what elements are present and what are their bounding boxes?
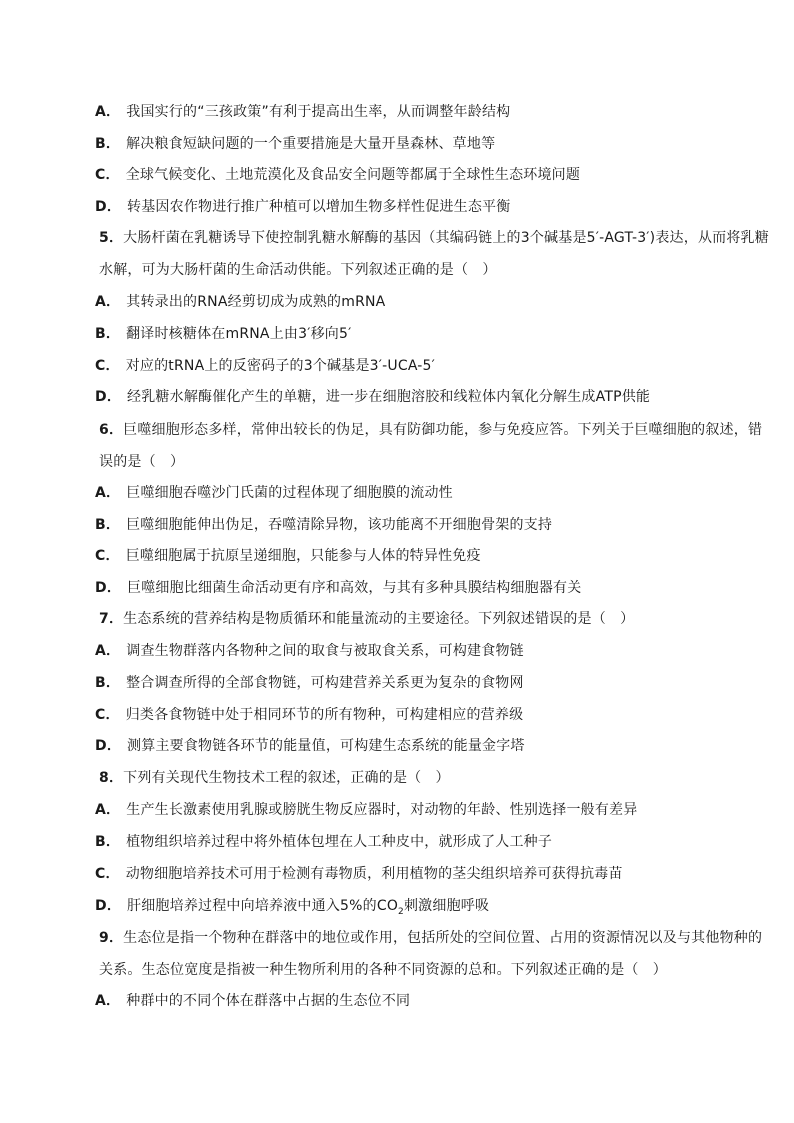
question-number: 7． bbox=[99, 611, 124, 627]
option-label: D． bbox=[95, 898, 122, 914]
option-label: D． bbox=[95, 580, 122, 596]
option-label: C． bbox=[95, 167, 120, 183]
option-text: 经乳糖水解酶催化产生的单糖，进一步在细胞溶胶和线粒体内氧化分解生成ATP供能 bbox=[127, 389, 651, 405]
option-label: C． bbox=[95, 358, 120, 374]
q6-stem-cont bbox=[99, 452, 184, 472]
question-number: 8． bbox=[99, 770, 124, 786]
q8-option-c bbox=[95, 864, 623, 884]
option-text: 转基因农作物进行推广种植可以增加生物多样性促进生态平衡 bbox=[127, 199, 511, 215]
question-text: 大肠杆菌在乳糖诱导下使控制乳糖水解酶的基因（其编码链上的3个碱基是5′-AGT-3′)表达，从而将乳糖 bbox=[123, 230, 769, 246]
option-text: 整合调查所得的全部食物链，可构建营养关系更为复杂的食物网 bbox=[126, 675, 524, 691]
q8-option-b bbox=[95, 832, 552, 852]
option-label: B． bbox=[95, 834, 121, 850]
option-label: B． bbox=[95, 517, 121, 533]
q4-option-b bbox=[95, 134, 495, 154]
question-number: 9． bbox=[99, 930, 124, 946]
q5-stem-cont bbox=[99, 260, 497, 280]
subscript: 2 bbox=[398, 906, 404, 917]
option-label: A． bbox=[95, 294, 121, 310]
option-label: A． bbox=[95, 104, 121, 120]
option-label: A． bbox=[95, 643, 121, 659]
q8-option-d bbox=[95, 896, 489, 916]
option-label: C． bbox=[95, 866, 120, 882]
option-text: 全球气候变化、土地荒漠化及食品安全问题等都属于全球性生态环境问题 bbox=[125, 167, 581, 183]
option-label: A． bbox=[95, 802, 121, 818]
question-text: 下列有关现代生物技术工程的叙述，正确的是（ ） bbox=[123, 770, 450, 786]
option-text: 对应的tRNA上的反密码子的3个碱基是3′-UCA-5′ bbox=[125, 358, 436, 374]
option-text: 测算主要食物链各环节的能量值，可构建生态系统的能量金字塔 bbox=[127, 738, 525, 754]
option-text: 生产生长激素使用乳腺或膀胱生物反应器时，对动物的年龄、性别选择一般有差异 bbox=[126, 802, 638, 818]
q5-stem bbox=[99, 228, 769, 248]
question-text: 误的是（ ） bbox=[99, 454, 185, 470]
q7-option-c bbox=[95, 705, 523, 725]
option-text: 巨噬细胞比细菌生命活动更有序和高效，与其有多种具膜结构细胞器有关 bbox=[127, 580, 582, 596]
question-text: 生态系统的营养结构是物质循环和能量流动的主要途径。下列叙述错误的是（ ） bbox=[123, 611, 635, 627]
q7-stem bbox=[99, 609, 634, 629]
q8-option-a bbox=[95, 800, 637, 820]
q7-option-b bbox=[95, 673, 524, 693]
option-text: 种群中的不同个体在群落中占据的生态位不同 bbox=[126, 993, 411, 1009]
option-label: A． bbox=[95, 485, 121, 501]
option-text: 巨噬细胞吞噬沙门氏菌的过程体现了细胞膜的流动性 bbox=[126, 485, 453, 501]
option-text: 巨噬细胞能伸出伪足，吞噬清除异物，该功能离不开细胞骨架的支持 bbox=[126, 517, 553, 533]
option-label: B． bbox=[95, 136, 121, 152]
option-label: D． bbox=[95, 738, 122, 754]
option-text: 肝细胞培养过程中向培养液中通入5%的CO bbox=[127, 898, 399, 914]
question-number: 6． bbox=[99, 422, 124, 438]
option-text: 我国实行的“三孩政策”有利于提高出生率，从而调整年龄结构 bbox=[126, 104, 511, 120]
q5-option-a bbox=[95, 292, 385, 312]
q6-option-d bbox=[95, 578, 581, 598]
q9-option-a bbox=[95, 991, 410, 1011]
option-text: 动物细胞培养技术可用于检测有毒物质，利用植物的茎尖组织培养可获得抗毒苗 bbox=[125, 866, 623, 882]
option-text: 刺激细胞呼吸 bbox=[403, 898, 490, 914]
question-text: 关系。生态位宽度是指被一种生物所利用的各种不同资源的总和。下列叙述正确的是（ ） bbox=[99, 962, 667, 978]
q4-option-a bbox=[95, 102, 510, 122]
question-text: 巨噬细胞形态多样，常伸出较长的伪足，具有防御功能，参与免疫应答。下列关于巨噬细胞的叙述，错 bbox=[123, 422, 763, 438]
option-text: 解决粮食短缺问题的一个重要措施是大量开垦森林、草地等 bbox=[126, 136, 496, 152]
q5-option-b bbox=[95, 324, 351, 344]
q6-option-c bbox=[95, 546, 481, 566]
q4-option-c bbox=[95, 165, 580, 185]
q6-option-a bbox=[95, 483, 453, 503]
option-label: A． bbox=[95, 993, 121, 1009]
option-text: 调查生物群落内各物种之间的取食与被取食关系，可构建食物链 bbox=[126, 643, 524, 659]
option-label: C． bbox=[95, 548, 120, 564]
q9-stem-cont bbox=[99, 960, 667, 980]
option-text: 其转录出的RNA经剪切成为成熟的mRNA bbox=[126, 294, 386, 310]
option-text: 翻译时核糖体在mRNA上由3′移向5′ bbox=[126, 326, 352, 342]
q7-option-a bbox=[95, 641, 524, 661]
option-text: 归类各食物链中处于相同环节的所有物种，可构建相应的营养级 bbox=[125, 707, 524, 723]
q6-stem bbox=[99, 420, 762, 440]
option-label: C． bbox=[95, 707, 120, 723]
question-text: 水解，可为大肠杆菌的生命活动供能。下列叙述正确的是（ ） bbox=[99, 262, 497, 278]
option-label: B． bbox=[95, 326, 121, 342]
q5-option-c bbox=[95, 356, 435, 376]
question-text: 生态位是指一个物种在群落中的地位或作用，包括所处的空间位置、占用的资源情况以及与其他物种的 bbox=[123, 930, 763, 946]
option-label: D． bbox=[95, 199, 122, 215]
q7-option-d bbox=[95, 736, 525, 756]
option-label: D． bbox=[95, 389, 122, 405]
option-label: B． bbox=[95, 675, 121, 691]
question-number: 5． bbox=[99, 230, 124, 246]
q6-option-b bbox=[95, 515, 552, 535]
option-text: 巨噬细胞属于抗原呈递细胞，只能参与人体的特异性免疫 bbox=[125, 548, 481, 564]
q9-stem bbox=[99, 928, 762, 948]
q5-option-d bbox=[95, 387, 650, 407]
q4-option-d bbox=[95, 197, 510, 217]
option-text: 植物组织培养过程中将外植体包埋在人工种皮中，就形成了人工种子 bbox=[126, 834, 553, 850]
q8-stem bbox=[99, 768, 450, 788]
